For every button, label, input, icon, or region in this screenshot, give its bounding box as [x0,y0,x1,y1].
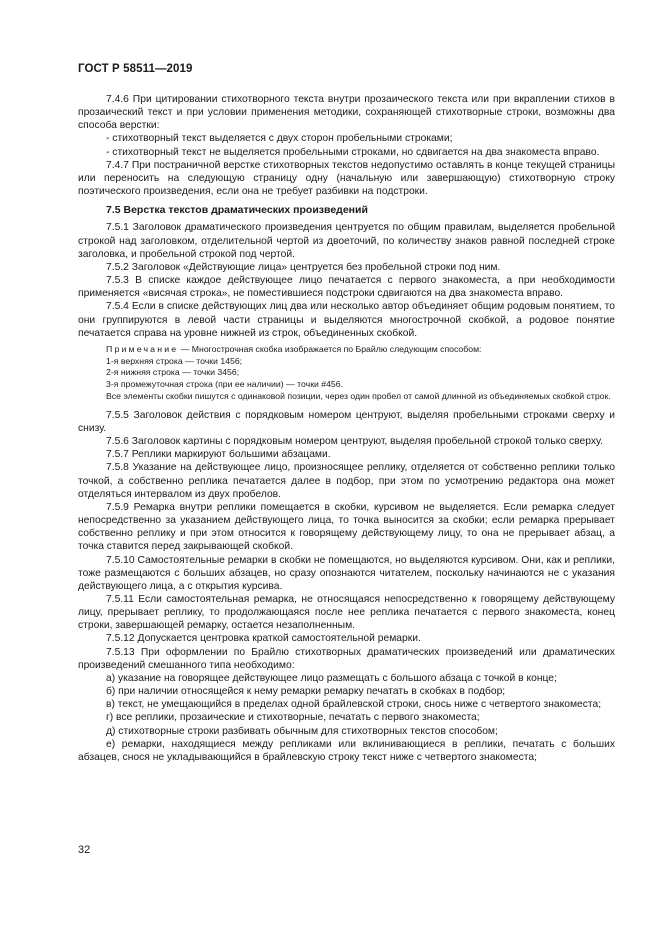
list-item: а) указание на говорящее действующее лицо размещать с большого абзаца с точкой в конце; [106,672,557,684]
paragraph-7-5-4: 7.5.4 Если в списке действующих лиц два или несколько автор объединяет общим родовым понятием, то они группируются в левой части страницы и выделяются многострочной скобкой, а родовое понятие печатается справа на уровне нижней из строк, объединенных скобкой. [78,301,615,339]
list-item: е) ремарки, находящиеся между репликами или вклинивающиеся в реплики, печатать с больших абзацев, снося не укладывающийся в брайлевскую строку текст ниже с четвертого знакоместа; [78,738,615,763]
note-line: 3-я промежуточная строка (при ее наличии) — точки #456. [106,379,344,390]
paragraph-7-5-12: 7.5.12 Допускается центровка краткой самостоятельной ремарки. [106,633,421,645]
list-item: в) текст, не умещающийся в пределах одной брайлевской строки, снось ниже с четвертого знакоместа; [106,699,602,711]
document-header: ГОСТ Р 58511—2019 [78,63,193,75]
paragraph-7-5-3: 7.5.3 В списке каждое действующее лицо печатается с первого знакоместа, а при необходимости применяется «висячая строка», не поместившиеся подстроки сдвигаются на два знакоместа вправо. [78,275,615,300]
note-label: Примечание [106,343,179,354]
paragraph-7-5-5: 7.5.5 Заголовок действия с порядковым номером центруют, выделяя пробельными строками сверху и снизу. [78,409,615,434]
paragraph-7-5-1: 7.5.1 Заголовок драматического произведения центруется по общим правилам, выделяется пробельной строкой над заголовком, отделительной чертой из двоеточий, по количеству знаков равной последней строке заголовка, и пробельной строкой под чертой. [78,222,615,260]
paragraph-7-5-13: 7.5.13 При оформлении по Брайлю стихотворных драматических произведений или драматических произведений смешанного типа необходимо: [78,646,615,671]
note-block [78,344,615,403]
note-intro [78,344,615,356]
list-item: г) все реплики, прозаические и стихотворные, печатать с первого знакоместа; [106,712,480,724]
page-number: 32 [78,844,91,856]
note-line: 1-я верхняя строка — точки 1456; [106,355,243,366]
note-line: 2-я нижняя строка — точки 3456; [106,367,240,378]
list-item: - стихотворный текст не выделяется пробельными строками, но сдвигается на два знакоместа вправо. [106,146,600,158]
paragraph-7-5-10: 7.5.10 Самостоятельные ремарки в скобки не помещаются, но выделяются курсивом. Они, как и реплики, тоже размещаются с больших абзацев, но сразу опознаются читателем, поскольку начинаются не с указания действующего лица, а с открытия курсива. [78,554,615,592]
list-item: д) стихотворные строки разбивать обычным для стихотворных текстов способом; [106,725,498,737]
note-text: — Многострочная скобка изображается по Брайлю следующим способом: [178,343,482,354]
list-item: б) при наличии относящейся к нему ремарки ремарку печатать в скобках в подбор; [106,686,506,698]
paragraph-7-4-6: 7.4.6 При цитировании стихотворного текста внутри прозаического текста или при вкраплении стихов в прозаический текст и при условии применения методики, сохраняющей стихотворные строки, возможны два способа верстки: [78,94,615,132]
paragraph-7-5-9: 7.5.9 Ремарка внутри реплики помещается в скобки, курсивом не выделяется. Если ремарка следует непосредственно за указанием действующего лица, то точка выносится за скобки; если ремарка прерывает собственно реплику и при этом относится к говорящему действующему лицу, то она не прерывает абзац, а точка ставится перед закрывающей скобкой. [78,501,615,553]
list-item: - стихотворный текст выделяется с двух сторон пробельными строками; [106,133,453,145]
paragraph-7-5-6: 7.5.6 Заголовок картины с порядковым номером центруют, выделяя пробельной строкой только сверху. [106,436,603,448]
document-body [78,93,615,764]
paragraph-7-5-8: 7.5.8 Указание на действующее лицо, произносящее реплику, отделяется от собственно реплики только точкой, а собственно реплика печатается далее в подбор, при этом по усмотрению редактора она может отделяться интервалом из двух пробелов. [78,462,615,500]
note-line: Все элементы скобки пишутся с одинаковой позиции, через один пробел от самой длинной из объединяемых скобкой строк. [106,391,611,401]
paragraph-7-5-11: 7.5.11 Если самостоятельная ремарка, не относящаяся непосредственно к говорящему действующему лицу, прерывает реплику, то продолжающаяся после нее реплика печатается с первого знакоместа, конец строки, завершающей ремарку, остается незаполненным. [78,593,615,632]
paragraph-7-4-7: 7.4.7 При постраничной верстке стихотворных текстов недопустимо оставлять в конце текущей страницы или переносить на следующую страницу одну (начальную или завершающую) стихотворную строку поэтического произведения, если она не требует разбивки на подстроки. [78,159,615,198]
section-heading: 7.5 Верстка текстов драматических произведений [106,204,368,217]
paragraph-7-5-7: 7.5.7 Реплики маркируют большими абзацами. [106,449,331,461]
paragraph-7-5-2: 7.5.2 Заголовок «Действующие лица» центруется без пробельной строки под ним. [106,261,501,273]
